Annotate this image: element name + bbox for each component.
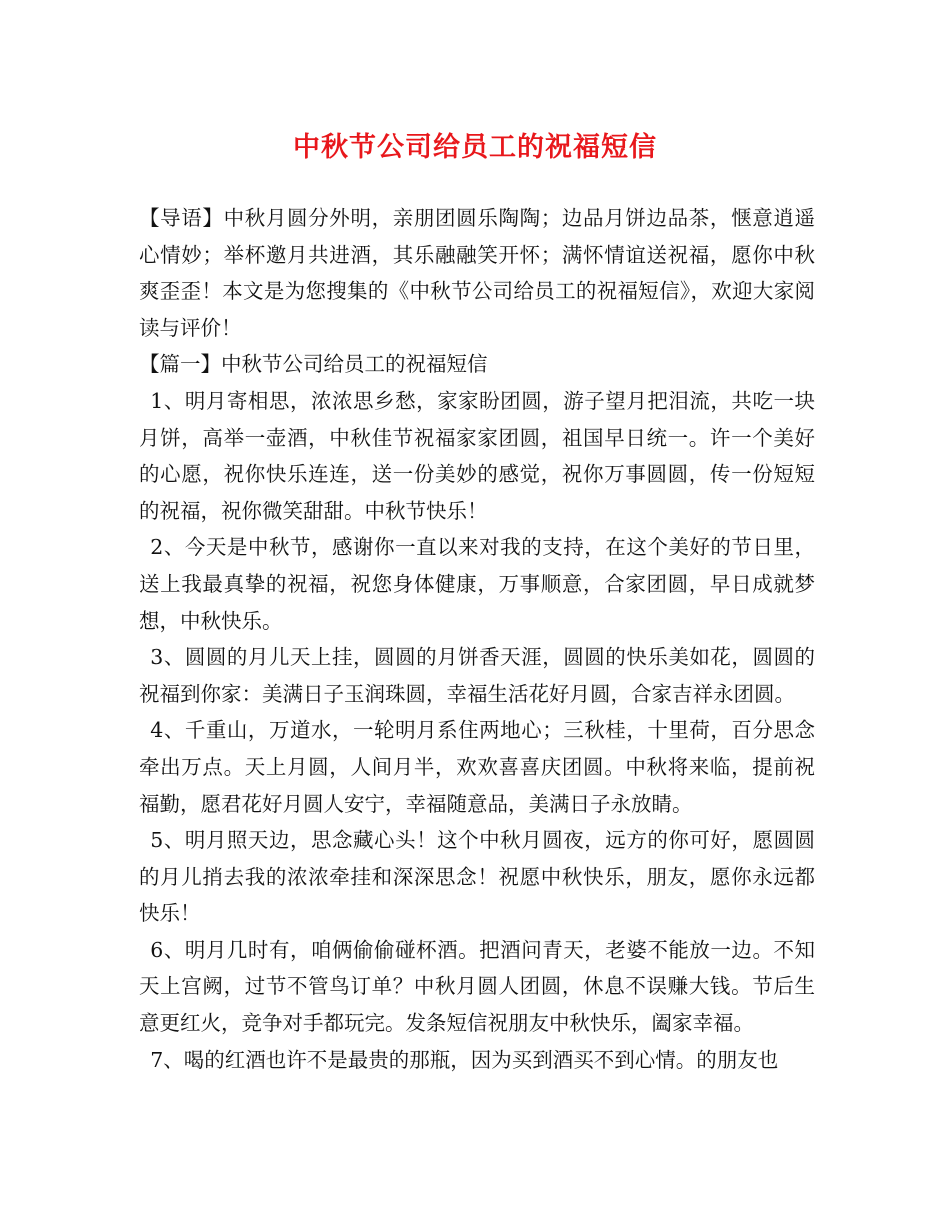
list-item: 4、千重山，万道水，一轮明月系住两地心；三秋桂，十里荷，百分思念牵出万点。天上月圆，人间月半，欢欢喜喜庆团圆。中秋将来临，提前祝福勤，愿君花好月圆人安宁，幸福随意品，美满日子永放睛。 xyxy=(139,718,815,816)
list-item: 5、明月照天边，思念藏心头！这个中秋月圆夜，远方的你可好，愿圆圆的月儿捎去我的浓浓牵挂和深深思念！祝愿中秋快乐，朋友，愿你永远都快乐！ xyxy=(139,828,815,926)
list-item: 6、明月几时有，咱俩偷偷碰杯酒。把酒问青天，老婆不能放一边。不知天上宫阙，过节不管鸟订单？中秋月圆人团圆，休息不误赚大钱。节后生意更红火，竞争对手都玩完。发条短信祝朋友中秋快乐，阖家幸福。 xyxy=(139,937,815,1036)
list-item: 7、喝的红酒也许不是最贵的那瓶，因为买到酒买不到心情。的朋友也 xyxy=(150,1047,779,1072)
intro-paragraph: 【导语】中秋月圆分外明，亲朋团圆乐陶陶；边品月饼边品茶，惬意逍遥心情妙；举杯邀月共进酒，其乐融融笑开怀；满怀情谊送祝福，愿你中秋爽歪歪！本文是为您搜集的《中秋节公司给员工的祝福短信》，欢迎大家阅读与评价！ xyxy=(139,206,815,340)
list-item: 2、今天是中秋节，感谢你一直以来对我的支持，在这个美好的节日里，送上我最真挚的祝福，祝您身体健康，万事顺意，合家团圆，早日成就梦想，中秋快乐。 xyxy=(139,535,815,633)
document-body xyxy=(139,200,815,1078)
list-item: 1、明月寄相思，浓浓思乡愁，家家盼团圆，游子望月把泪流，共吃一块月饼，高举一壶酒，中秋佳节祝福家家团圆，祖国早日统一。许一个美好的心愿，祝你快乐连连，送一份美妙的感觉，祝你万事圆圆，传一份短短的祝福，祝你微笑甜甜。中秋节快乐！ xyxy=(139,388,815,523)
list-item: 3、圆圆的月儿天上挂，圆圆的月饼香天涯，圆圆的快乐美如花，圆圆的祝福到你家：美满日子玉润珠圆，幸福生活花好月圆，合家吉祥永团圆。 xyxy=(139,645,815,706)
section-heading: 【篇一】中秋节公司给员工的祝福短信 xyxy=(139,352,488,377)
document-title: 中秋节公司给员工的祝福短信 xyxy=(293,132,657,163)
